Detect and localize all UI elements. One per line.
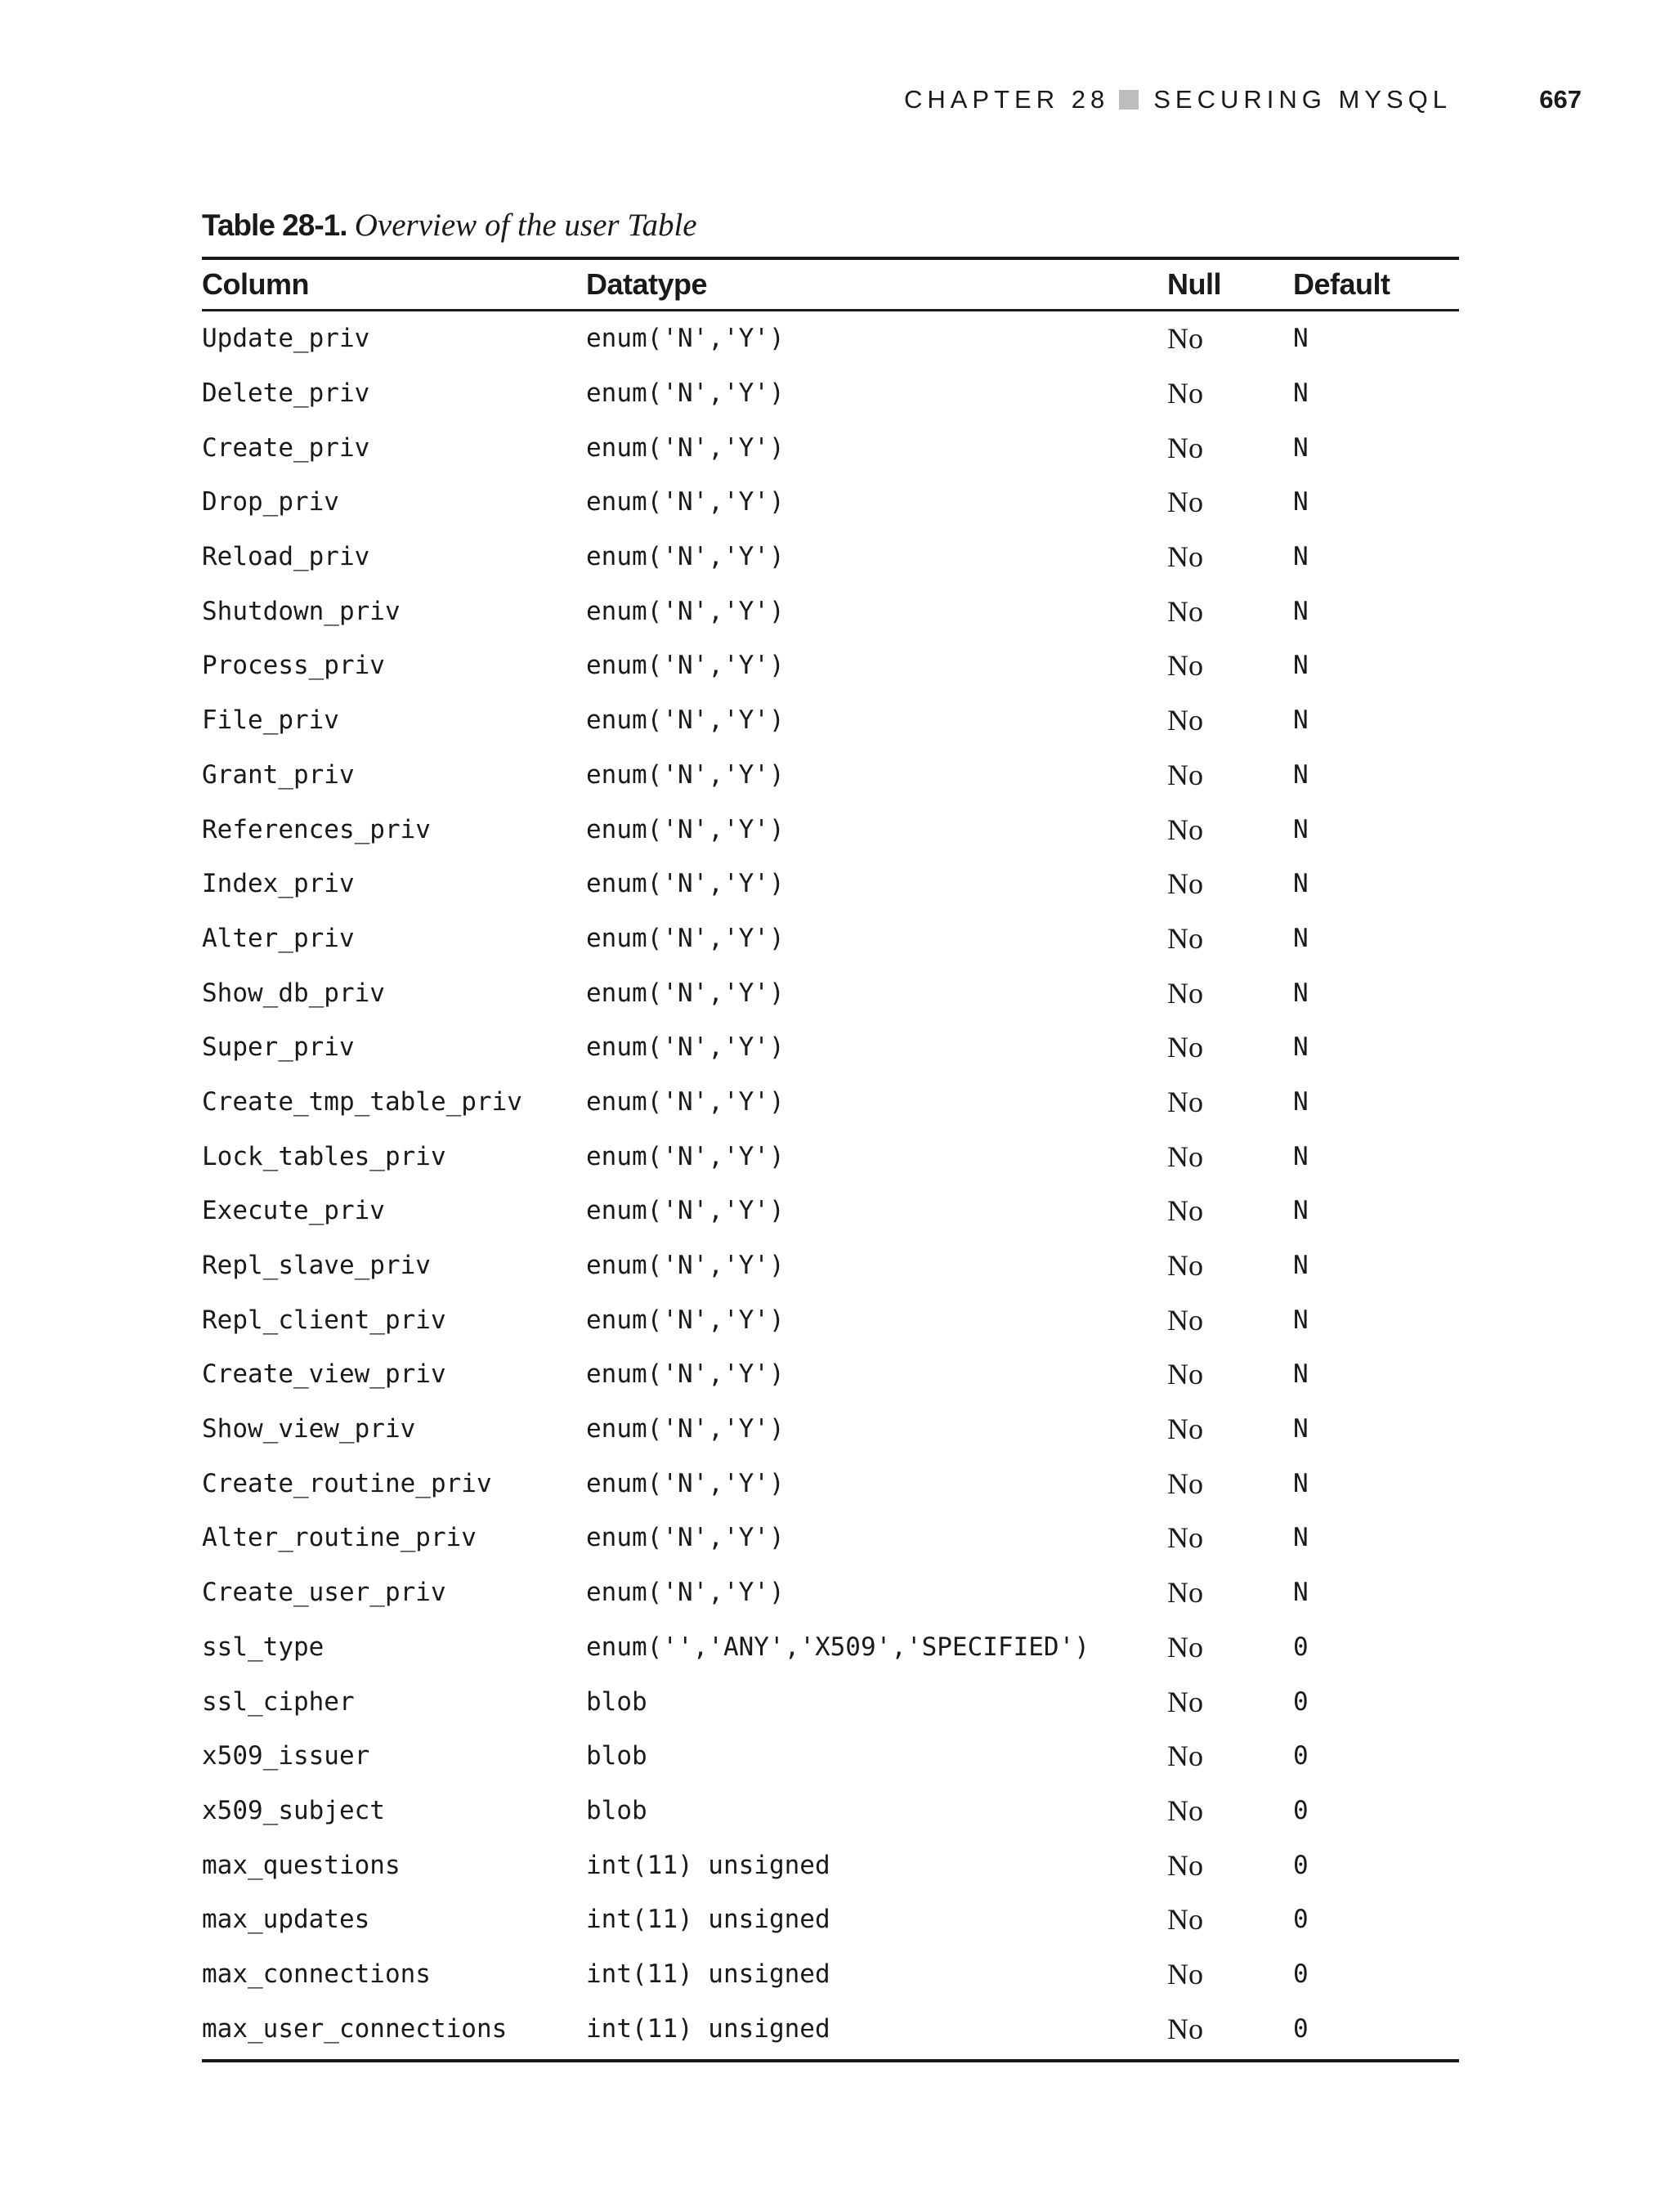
cell-null: No — [1167, 1576, 1203, 1610]
cell-column: Create_routine_priv — [202, 1468, 492, 1498]
cell-column: File_priv — [202, 705, 339, 736]
cell-datatype: enum('N','Y') — [586, 324, 785, 354]
cell-null: No — [1167, 1957, 1203, 1990]
table-row — [202, 965, 1459, 1020]
table-row — [202, 1729, 1459, 1784]
cell-default: N — [1293, 324, 1309, 354]
user-table-overview — [202, 257, 1459, 2062]
table-row — [202, 2001, 1459, 2061]
running-head — [0, 82, 1674, 118]
cell-column: Show_db_priv — [202, 978, 385, 1008]
table-row — [202, 311, 1459, 366]
cell-default: 0 — [1293, 1959, 1309, 1989]
cell-column: x509_subject — [202, 1795, 385, 1825]
cell-datatype: enum('N','Y') — [586, 923, 785, 953]
cell-column: Reload_priv — [202, 542, 370, 572]
table-row — [202, 1456, 1459, 1511]
cell-null: No — [1167, 1085, 1203, 1118]
cell-column: Lock_tables_priv — [202, 1141, 446, 1171]
page-number: 667 — [1539, 85, 1582, 114]
cell-null: No — [1167, 758, 1203, 791]
cell-default: N — [1293, 1468, 1309, 1498]
cell-null: No — [1167, 1903, 1203, 1937]
cell-datatype: int(11) unsigned — [586, 2013, 830, 2044]
cell-datatype: enum('N','Y') — [586, 432, 785, 463]
table-row — [202, 475, 1459, 530]
cell-column: max_questions — [202, 1850, 401, 1880]
cell-column: max_connections — [202, 1959, 431, 1989]
cell-column: Update_priv — [202, 324, 370, 354]
cell-datatype: enum('N','Y') — [586, 378, 785, 409]
cell-null: No — [1167, 322, 1203, 356]
cell-datatype: enum('N','Y') — [586, 869, 785, 899]
cell-null: No — [1167, 1521, 1203, 1555]
table-row — [202, 1075, 1459, 1130]
cell-default: N — [1293, 378, 1309, 409]
cell-null: No — [1167, 1249, 1203, 1283]
cell-null: No — [1167, 1358, 1203, 1391]
cell-column: Execute_priv — [202, 1196, 385, 1226]
cell-default: N — [1293, 759, 1309, 790]
cell-column: References_priv — [202, 814, 431, 844]
cell-column: x509_issuer — [202, 1741, 370, 1771]
cell-default: N — [1293, 1032, 1309, 1063]
cell-default: N — [1293, 1305, 1309, 1335]
table-row — [202, 420, 1459, 475]
table-row — [202, 1292, 1459, 1347]
cell-datatype: enum('N','Y') — [586, 596, 785, 626]
table-row — [202, 911, 1459, 966]
cell-default: N — [1293, 1196, 1309, 1226]
cell-default: 0 — [1293, 1632, 1309, 1662]
cell-null: No — [1167, 431, 1203, 464]
cell-default: N — [1293, 432, 1309, 463]
table-header-row — [202, 258, 1459, 311]
cell-column: Shutdown_priv — [202, 596, 401, 626]
cell-datatype: enum('N','Y') — [586, 814, 785, 844]
cell-datatype: enum('N','Y') — [586, 1468, 785, 1498]
cell-null: No — [1167, 649, 1203, 683]
cell-column: Process_priv — [202, 651, 385, 681]
cell-column: Alter_routine_priv — [202, 1523, 477, 1553]
cell-column: Show_view_priv — [202, 1414, 416, 1444]
cell-column: Create_tmp_table_priv — [202, 1086, 522, 1117]
table-row — [202, 1620, 1459, 1675]
cell-null: No — [1167, 1740, 1203, 1773]
cell-datatype: enum('N','Y') — [586, 978, 785, 1008]
cell-datatype: blob — [586, 1795, 647, 1825]
table-row — [202, 1892, 1459, 1947]
table-row — [202, 1565, 1459, 1620]
cell-null: No — [1167, 1413, 1203, 1446]
cell-datatype: int(11) unsigned — [586, 1905, 830, 1935]
cell-default: N — [1293, 923, 1309, 953]
cell-null: No — [1167, 2012, 1203, 2045]
cell-null: No — [1167, 540, 1203, 574]
cell-default: 0 — [1293, 2013, 1309, 2044]
cell-default: N — [1293, 1523, 1309, 1553]
cell-column: Super_priv — [202, 1032, 355, 1063]
cell-default: N — [1293, 814, 1309, 844]
cell-datatype: enum('N','Y') — [586, 1359, 785, 1390]
cell-default: N — [1293, 705, 1309, 736]
cell-default: N — [1293, 869, 1309, 899]
cell-default: 0 — [1293, 1741, 1309, 1771]
cell-datatype: enum('N','Y') — [586, 1032, 785, 1063]
cell-default: N — [1293, 651, 1309, 681]
cell-column: Index_priv — [202, 869, 355, 899]
table-caption — [202, 204, 697, 248]
cell-null: No — [1167, 594, 1203, 628]
cell-default: N — [1293, 596, 1309, 626]
cell-column: ssl_type — [202, 1632, 325, 1662]
table-row — [202, 1402, 1459, 1457]
cell-default: N — [1293, 1359, 1309, 1390]
cell-null: No — [1167, 867, 1203, 901]
cell-default: N — [1293, 1251, 1309, 1281]
cell-datatype: enum('N','Y') — [586, 1251, 785, 1281]
cell-datatype: enum('N','Y') — [586, 1523, 785, 1553]
cell-column: Repl_slave_priv — [202, 1251, 431, 1281]
table-row — [202, 584, 1459, 638]
cell-default: 0 — [1293, 1686, 1309, 1717]
table-body — [202, 311, 1459, 2062]
cell-column: Repl_client_priv — [202, 1305, 446, 1335]
cell-datatype: enum('','ANY','X509','SPECIFIED') — [586, 1632, 1090, 1662]
cell-column: Drop_priv — [202, 487, 339, 517]
cell-default: N — [1293, 978, 1309, 1008]
section-title: SECURING MYSQL — [1153, 85, 1452, 114]
cell-column: Create_user_priv — [202, 1578, 446, 1608]
table-row — [202, 693, 1459, 748]
table-row — [202, 802, 1459, 857]
cell-column: ssl_cipher — [202, 1686, 355, 1717]
cell-null: No — [1167, 1685, 1203, 1718]
header-datatype: Datatype — [586, 258, 1167, 311]
table-caption-title: Overview of the user Table — [354, 208, 697, 243]
cell-datatype: int(11) unsigned — [586, 1850, 830, 1880]
cell-default: N — [1293, 542, 1309, 572]
chapter-label: CHAPTER 28 — [903, 85, 1110, 114]
cell-null: No — [1167, 1630, 1203, 1663]
running-head-chapter — [904, 82, 1452, 118]
cell-null: No — [1167, 1303, 1203, 1337]
cell-datatype: enum('N','Y') — [586, 1578, 785, 1608]
cell-column: max_updates — [202, 1905, 370, 1935]
header-column: Column — [202, 258, 586, 311]
cell-default: N — [1293, 487, 1309, 517]
table-row — [202, 1947, 1459, 2002]
cell-null: No — [1167, 1848, 1203, 1882]
table-row — [202, 1347, 1459, 1402]
table-caption-label: Table 28-1. — [202, 208, 347, 242]
cell-datatype: enum('N','Y') — [586, 651, 785, 681]
cell-datatype: enum('N','Y') — [586, 1141, 785, 1171]
cell-datatype: enum('N','Y') — [586, 542, 785, 572]
cell-column: Create_priv — [202, 432, 370, 463]
cell-null: No — [1167, 704, 1203, 737]
table-row — [202, 1511, 1459, 1565]
table-row — [202, 1238, 1459, 1293]
header-null: Null — [1167, 258, 1293, 311]
cell-column: Create_view_priv — [202, 1359, 446, 1390]
cell-datatype: enum('N','Y') — [586, 1305, 785, 1335]
cell-datatype: blob — [586, 1686, 647, 1717]
table-row — [202, 366, 1459, 421]
cell-null: No — [1167, 1466, 1203, 1500]
cell-null: No — [1167, 1031, 1203, 1064]
table-row — [202, 1838, 1459, 1892]
cell-null: No — [1167, 377, 1203, 410]
separator-square-icon — [1119, 90, 1139, 110]
table-row — [202, 638, 1459, 693]
cell-default: N — [1293, 1086, 1309, 1117]
table-row — [202, 1784, 1459, 1838]
table-row — [202, 748, 1459, 803]
cell-default: N — [1293, 1578, 1309, 1608]
cell-default: 0 — [1293, 1795, 1309, 1825]
cell-default: 0 — [1293, 1905, 1309, 1935]
cell-null: No — [1167, 921, 1203, 955]
cell-datatype: enum('N','Y') — [586, 1086, 785, 1117]
cell-datatype: blob — [586, 1741, 647, 1771]
cell-null: No — [1167, 976, 1203, 1010]
cell-datatype: enum('N','Y') — [586, 705, 785, 736]
header-default: Default — [1293, 258, 1459, 311]
cell-column: Delete_priv — [202, 378, 370, 409]
table-row — [202, 1020, 1459, 1075]
cell-null: No — [1167, 1793, 1203, 1827]
table-row — [202, 857, 1459, 911]
cell-null: No — [1167, 1140, 1203, 1173]
table-row — [202, 1184, 1459, 1238]
cell-null: No — [1167, 813, 1203, 846]
cell-default: 0 — [1293, 1850, 1309, 1880]
table-row — [202, 1129, 1459, 1184]
cell-null: No — [1167, 486, 1203, 519]
cell-column: max_user_connections — [202, 2013, 508, 2044]
cell-datatype: int(11) unsigned — [586, 1959, 830, 1989]
cell-datatype: enum('N','Y') — [586, 759, 785, 790]
cell-default: N — [1293, 1414, 1309, 1444]
table-row — [202, 1674, 1459, 1729]
table-row — [202, 530, 1459, 584]
cell-datatype: enum('N','Y') — [586, 487, 785, 517]
cell-null: No — [1167, 1194, 1203, 1228]
cell-datatype: enum('N','Y') — [586, 1196, 785, 1226]
cell-column: Alter_priv — [202, 923, 355, 953]
cell-column: Grant_priv — [202, 759, 355, 790]
cell-default: N — [1293, 1141, 1309, 1171]
cell-datatype: enum('N','Y') — [586, 1414, 785, 1444]
